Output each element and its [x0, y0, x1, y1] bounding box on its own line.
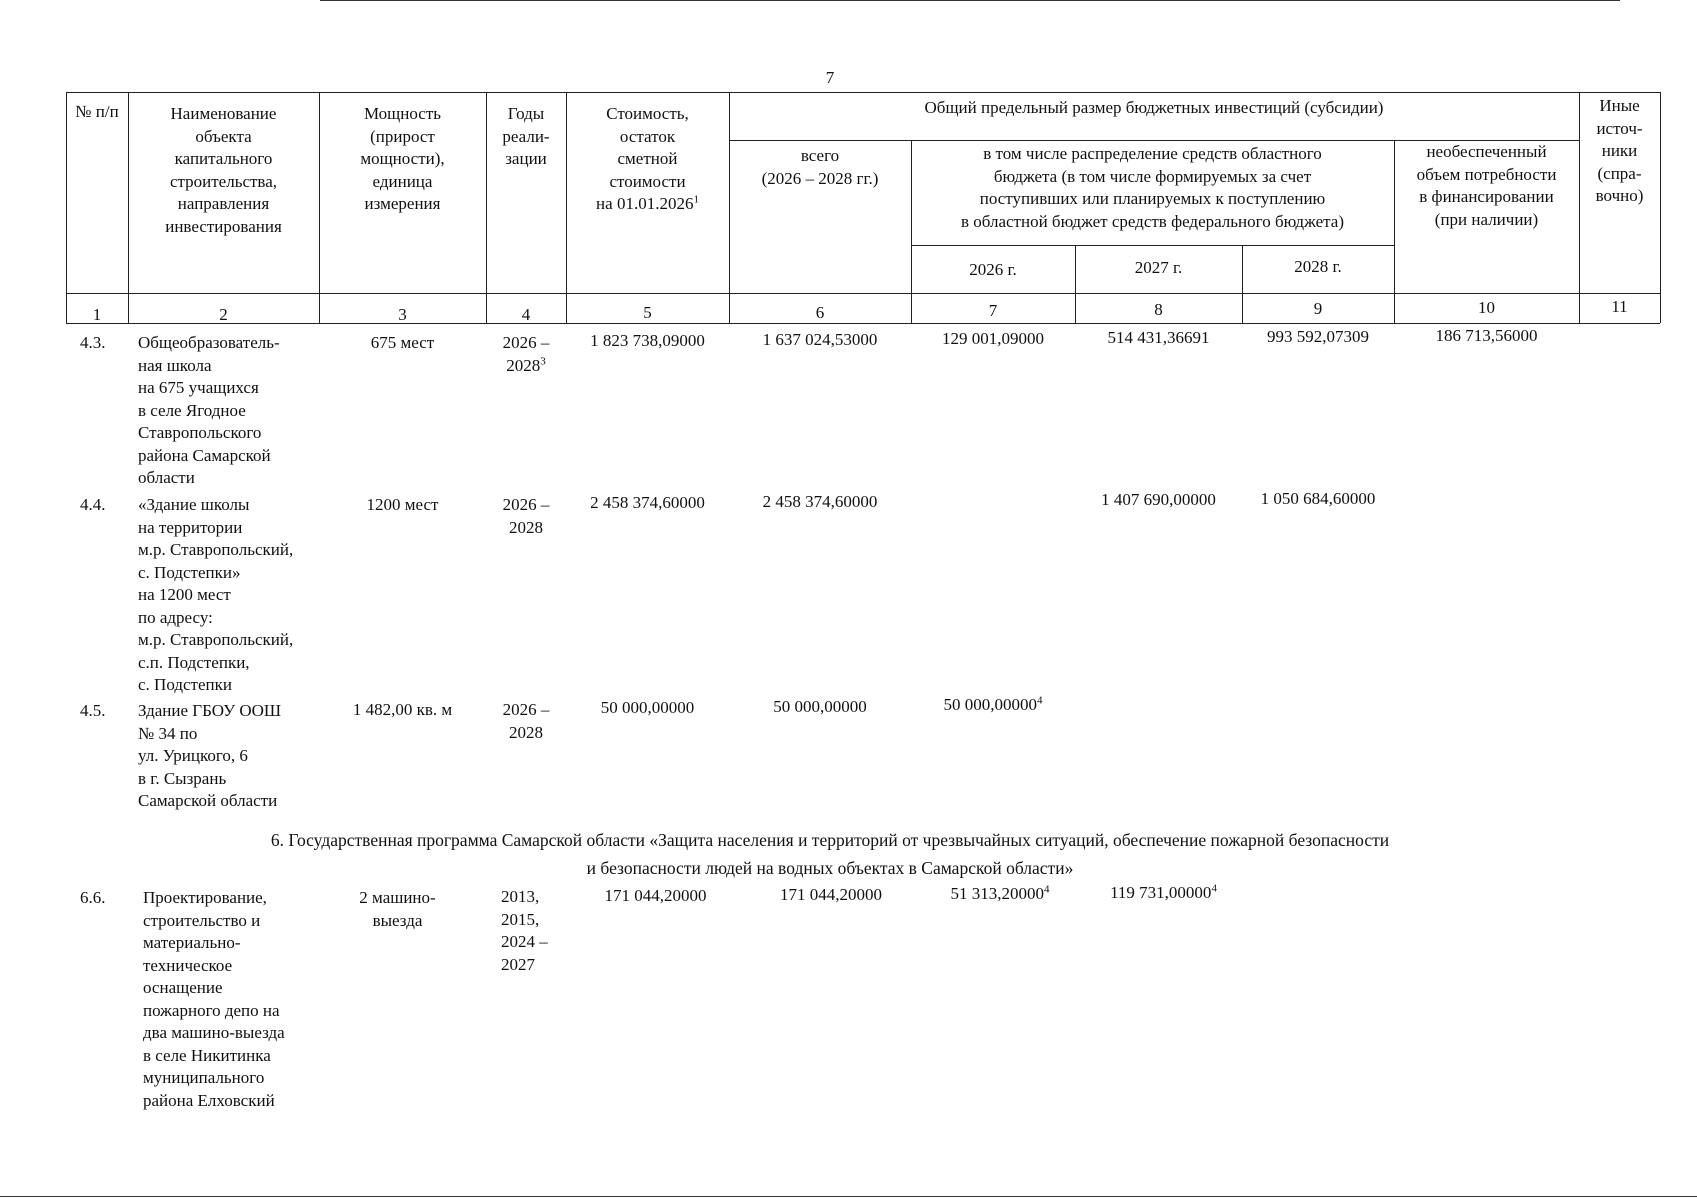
object-name: Здание ГБОУ ООШ № 34 по ул. Урицкого, 6 в г. Сызрань Самарской области: [138, 701, 282, 810]
colnum-1: 1: [92, 305, 102, 324]
object-name: Общеобразователь- ная школа на 675 учащихся в селе Ягодное Ставропольского района Самарской области: [138, 333, 280, 487]
unsecured-value: 186 713,56000: [1435, 326, 1538, 345]
colnum-8: 8: [1154, 300, 1163, 319]
header-col-2: Наименование объекта капитального строительства, направления инвестирования: [165, 104, 282, 236]
value-2027: 514 431,36691: [1107, 328, 1210, 347]
header-col-6: всего (2026 – 2028 гг.): [761, 146, 879, 188]
colnum-2: 2: [219, 305, 228, 324]
header-subgroup: в том числе распределение средств областного бюджета (в том числе формируемых за счет поступивших или планируемых к поступлению в областной бюджет средств федерального бюджета): [960, 144, 1344, 231]
value-2026: 50 000,00000$^4$: [943, 694, 1043, 714]
colnum-7: 7: [988, 301, 998, 320]
colnum-6: 6: [815, 303, 825, 322]
header-col-10: необеспеченный объем потребности в финансировании (при наличии): [1416, 142, 1557, 229]
capacity: 2 машино- выезда: [359, 888, 436, 930]
total-value: 2 458 374,60000: [762, 492, 878, 511]
header-col-3: Мощность (прирост мощности), единица измерения: [360, 104, 445, 213]
row-number: 4.5.: [80, 701, 106, 720]
years: 2026 – 2028: [502, 495, 550, 537]
value-2026: 129 001,09000: [942, 329, 1044, 348]
total-value: 50 000,00000: [773, 697, 867, 716]
object-name: «Здание школы на территории м.р. Ставропольский, с. Подстепки» на 1200 мест по адресу: м.р. Ставропольский, с.п. Подстепки, с. Подстепки: [138, 495, 294, 694]
header-col-8: 2027 г.: [1134, 258, 1183, 277]
value-2027: 119 731,00000$^4$: [1110, 882, 1217, 902]
value-2028: 993 592,07309: [1267, 327, 1369, 346]
header-col-7: 2026 г.: [969, 260, 1017, 279]
capacity: 1 482,00 кв. м: [352, 700, 453, 719]
header-col-1: № п/п: [75, 102, 119, 121]
section-title: 6. Государственная программа Самарской области «Защита населения и территорий от чрезвычайных ситуаций, обеспечение пожарной безопасности и безопасности людей на водных объектах в Самарской области»: [270, 830, 1390, 878]
value-2026: 51 313,20000$^4$: [950, 883, 1050, 903]
capacity: 1200 мест: [366, 495, 439, 514]
cost-value: 50 000,00000: [600, 698, 695, 717]
years: 2013, 2015, 2024 – 2027: [501, 887, 548, 974]
header-col-11: Иные источ- ники (спра- вочно): [1595, 96, 1644, 205]
colnum-4: 4: [521, 305, 531, 324]
cost-value: 171 044,20000: [604, 886, 707, 905]
row-number: 6.6.: [80, 888, 106, 907]
years: 2026 – 2028$^3$: [502, 333, 550, 375]
value-2027: 1 407 690,00000: [1101, 490, 1216, 509]
page-number: 7: [825, 68, 835, 87]
scan-edge-bottom: [0, 1196, 1697, 1197]
header-col-5: Стоимость, остаток сметной стоимости на 01.01.2026$^1$: [596, 104, 699, 213]
header-group-title: Общий предельный размер бюджетных инвестиций (субсидии): [924, 98, 1384, 117]
value-2028: 1 050 684,60000: [1260, 489, 1376, 508]
cost-value: 1 823 738,09000: [590, 331, 705, 350]
cost-value: 2 458 374,60000: [590, 493, 705, 512]
colnum-11: 11: [1611, 297, 1628, 316]
colnum-10: 10: [1478, 298, 1495, 317]
row-number: 4.3.: [80, 333, 106, 352]
total-value: 171 044,20000: [780, 885, 882, 904]
colnum-5: 5: [643, 303, 652, 322]
years: 2026 – 2028: [502, 700, 550, 742]
object-name: Проектирование, строительство и материально- техническое оснащение пожарного депо на два машино-выезда в селе Никитинка муниципального района Елховский: [143, 888, 285, 1110]
total-value: 1 637 024,53000: [762, 330, 878, 349]
colnum-3: 3: [398, 305, 407, 324]
header-col-4: Годы реали- зации: [502, 104, 550, 168]
capacity: 675 мест: [370, 333, 435, 352]
row-number: 4.4.: [80, 495, 106, 514]
colnum-9: 9: [1313, 299, 1323, 318]
scan-edge-top: [320, 0, 1620, 1]
header-col-9: 2028 г.: [1294, 257, 1342, 276]
